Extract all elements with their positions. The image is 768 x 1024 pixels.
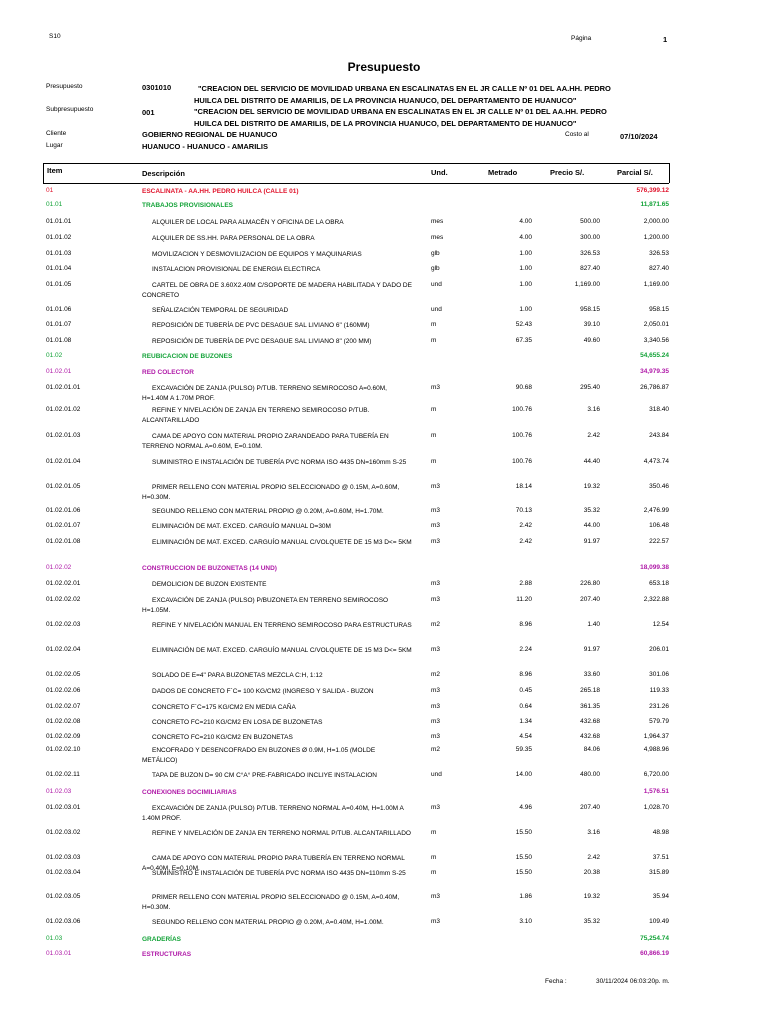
header-top-rule [43,163,669,164]
description-cell: REPOSICIÓN DE TUBERÍA DE PVC DESAGUE SAL LIVIANO 6" (160MM) [152,322,370,329]
description-cell: SEGUNDO RELLENO CON MATERIAL PROPIO @ 0.20M, A=0.40M, H=1.00M. [152,919,384,926]
precio-cell: 19.32 [583,483,600,490]
cliente-label: Cliente [46,130,67,137]
item-cell: 01.02.02.07 [46,703,81,710]
unit-cell: m2 [431,621,441,628]
description-cell: CONCRETO FC=210 KG/CM2 EN BUZONETAS [152,734,293,741]
parcial-cell: 60,866.19 [640,950,669,957]
precio-cell: 827.40 [580,265,600,272]
metrado-cell: 2.88 [519,580,532,587]
costo-label: Costo al [565,131,589,138]
unit-cell: m [431,854,437,861]
item-cell: 01.02 [46,352,63,359]
description-cell: CONCRETO FC=210 KG/CM2 EN LOSA DE BUZONETAS [152,719,323,726]
unit-cell: glb [431,265,440,272]
parcial-cell: 326.53 [649,250,669,257]
unit-cell: mes [431,218,444,225]
precio-cell: 958.15 [580,306,600,313]
cliente-value: GOBIERNO REGIONAL DE HUANUCO [142,130,278,139]
precio-cell: 207.40 [580,596,600,603]
parcial-cell: 34,979.35 [640,368,669,375]
parcial-cell: 3,340.56 [643,337,669,344]
unit-cell: m3 [431,893,441,900]
description-cell: TAPA DE BUZON D= 90 CM C°A° PRE-FABRICADO INCLIYE INSTALACION [152,772,377,779]
metrado-cell: 1.86 [519,893,532,900]
metrado-cell: 70.13 [515,507,532,514]
description-cell: ALQUILER DE SS.HH. PARA PERSONAL DE LA OBRA [152,235,315,242]
unit-cell: m3 [431,483,441,490]
precio-cell: 432.68 [580,718,600,725]
metrado-cell: 52.43 [515,321,532,328]
metrado-cell: 15.50 [515,869,532,876]
metrado-cell: 0.45 [519,687,532,694]
description-cell: SUMINISTRO E INSTALACIÓN DE TUBERÍA PVC NORMA ISO 4435 DN=110mm S-25 [152,870,406,877]
metrado-cell: 100.76 [512,432,532,439]
metrado-cell: 90.68 [515,384,532,391]
item-cell: 01.02.02.05 [46,671,81,678]
unit-cell: glb [431,250,440,257]
precio-cell: 326.53 [580,250,600,257]
description-cell: REFINE Y NIVELACIÓN DE ZANJA EN TERRENO NORMAL P/TUB. ALCANTARILLADO [152,830,411,837]
col-descripcion: Descripción [142,169,185,178]
description-cell: SUMINISTRO E INSTALACIÓN DE TUBERÍA PVC NORMA ISO 4435 DN=160mm S-25 [152,459,407,466]
unit-cell: m3 [431,538,441,545]
parcial-cell: 222.57 [649,538,669,545]
description-cell: PRIMER RELLENO CON MATERIAL PROPIO SELECCIONADO @ 0.15M, A=0.40M, H=0.30M. [142,894,400,911]
presupuesto-description: "CREACION DEL SERVICIO DE MOVILIDAD URBANA EN ESCALINATAS EN EL JR CALLE Nº 01 DEL AA.HH. PEDRO HUILCA DEL DISTRITO DE AMARILIS, DE LA PROVINCIA HUANUCO, DEL DEPARTAMENTO DE HUANUCO" [194,84,611,105]
unit-cell: m [431,321,437,328]
header-bottom-rule [43,183,669,184]
parcial-cell: 576,399.12 [636,187,669,194]
parcial-cell: 106.48 [649,522,669,529]
description-cell: SOLADO DE E=4" PARA BUZONETAS MEZCLA C:H, 1:12 [152,672,323,679]
parcial-cell: 1,576.51 [643,788,669,795]
precio-cell: 226.80 [580,580,600,587]
metrado-cell: 14.00 [515,771,532,778]
precio-cell: 91.97 [583,646,600,653]
item-cell: 01.02.02.09 [46,733,81,740]
unit-cell: m3 [431,703,441,710]
metrado-cell: 4.54 [519,733,532,740]
item-cell: 01.02.02.04 [46,646,81,653]
item-cell: 01.02.02 [46,564,72,571]
lugar-value: HUANUCO - HUANUCO - AMARILIS [142,142,268,151]
item-cell: 01.02.03.02 [46,829,81,836]
metrado-cell: 1.00 [519,306,532,313]
metrado-cell: 0.64 [519,703,532,710]
unit-cell: m [431,337,437,344]
metrado-cell: 15.50 [515,854,532,861]
item-cell: 01.02.03 [46,788,72,795]
precio-cell: 84.06 [583,746,600,753]
item-cell: 01.01.08 [46,337,72,344]
metrado-cell: 3.10 [519,918,532,925]
precio-cell: 500.00 [580,218,600,225]
precio-cell: 44.00 [583,522,600,529]
precio-cell: 44.40 [583,458,600,465]
parcial-cell: 2,476.99 [643,507,669,514]
page-label: Página [571,35,592,42]
precio-cell: 39.10 [583,321,600,328]
unit-cell: m3 [431,596,441,603]
parcial-cell: 26,786.87 [640,384,669,391]
description-cell: EXCAVACIÓN DE ZANJA (PULSO) P/BUZONETA EN TERRENO SEMIROCOSO H=1.05M. [142,597,389,614]
item-cell: 01.01.03 [46,250,72,257]
unit-cell: m2 [431,671,441,678]
unit-cell: m3 [431,687,441,694]
precio-cell: 2.42 [587,432,600,439]
parcial-cell: 12.54 [652,621,669,628]
description-cell: CONEXIONES DOCIMILIARIAS [142,789,237,796]
costo-date: 07/10/2024 [620,132,658,141]
description-cell: SEÑALIZACIÓN TEMPORAL DE SEGURIDAD [152,307,289,314]
precio-cell: 1.40 [587,621,600,628]
metrado-cell: 2.24 [519,646,532,653]
description-cell: ESCALINATA - AA.HH. PEDRO HUILCA (CALLE 01) [142,188,299,195]
precio-cell: 91.97 [583,538,600,545]
parcial-cell: 48.98 [652,829,669,836]
parcial-cell: 301.06 [649,671,669,678]
col-item: Item [47,166,63,175]
metrado-cell: 4.96 [519,804,532,811]
metrado-cell: 4.00 [519,218,532,225]
metrado-cell: 1.34 [519,718,532,725]
parcial-cell: 4,988.96 [643,746,669,753]
parcial-cell: 350.46 [649,483,669,490]
parcial-cell: 18,099.38 [640,564,669,571]
unit-cell: m3 [431,507,441,514]
item-cell: 01.02.01.07 [46,522,81,529]
unit-cell: und [431,771,442,778]
item-cell: 01.01 [46,201,63,208]
precio-cell: 265.18 [580,687,600,694]
parcial-cell: 75,254.74 [640,935,669,942]
metrado-cell: 67.35 [515,337,532,344]
item-cell: 01.01.06 [46,306,72,313]
precio-cell: 19.32 [583,893,600,900]
parcial-cell: 6,720.00 [643,771,669,778]
item-cell: 01.02.01.08 [46,538,81,545]
item-cell: 01.02.03.03 [46,854,81,861]
item-cell: 01.02.03.01 [46,804,81,811]
parcial-cell: 37.51 [652,854,669,861]
metrado-cell: 11.20 [516,596,532,603]
description-cell: CONSTRUCCION DE BUZONETAS (14 UND) [142,565,277,572]
description-cell: DADOS DE CONCRETO F´C= 100 KG/CM2 (INGRESO Y SALIDA - BUZON [152,688,374,695]
metrado-cell: 1.00 [519,281,532,288]
lugar-label: Lugar [46,142,63,149]
item-cell: 01.02.01.01 [46,384,81,391]
metrado-cell: 18.14 [515,483,532,490]
unit-cell: und [431,281,442,288]
description-cell: EXCAVACIÓN DE ZANJA (PULSO) P/TUB. TERRENO SEMIROCOSO A=0.60M, H=1.40M A 1.70M PROF. [142,385,387,402]
parcial-cell: 243.84 [649,432,669,439]
item-cell: 01.01.02 [46,234,72,241]
parcial-cell: 315.89 [649,869,669,876]
precio-cell: 361.35 [580,703,600,710]
metrado-cell: 4.00 [519,234,532,241]
item-cell: 01.02.02.10 [46,746,81,753]
parcial-cell: 1,028.70 [643,804,669,811]
col-parcial: Parcial S/. [617,168,653,177]
metrado-cell: 2.42 [519,522,532,529]
parcial-cell: 109.49 [649,918,669,925]
description-cell: GRADERÍAS [142,936,182,943]
parcial-cell: 231.26 [649,703,669,710]
description-cell: REPOSICIÓN DE TUBERÍA DE PVC DESAGUE SAL LIVIANO 8" (200 MM) [152,338,372,345]
precio-cell: 35.32 [583,507,600,514]
item-cell: 01.02.01 [46,368,72,375]
precio-cell: 33.60 [583,671,600,678]
item-cell: 01.02.02.01 [46,580,81,587]
description-cell: CONCRETO F´C=175 KG/CM2 EN MEDIA CAÑA [152,704,296,711]
metrado-cell: 8.96 [519,671,532,678]
description-cell: CAMA DE APOYO CON MATERIAL PROPIO ZARANDEADO PARA TUBERÍA EN TERRENO NORMAL A=0.60M, E=0.10M. [142,433,389,450]
unit-cell: m3 [431,918,441,925]
metrado-cell: 1.00 [519,265,532,272]
header-right-border [669,163,670,183]
item-cell: 01.02.02.06 [46,687,81,694]
precio-cell: 20.38 [583,869,600,876]
precio-cell: 1,169.00 [574,281,600,288]
description-cell: TRABAJOS PROVISIONALES [142,202,234,209]
item-cell: 01.01.01 [46,218,72,225]
item-cell: 01.02.01.06 [46,507,81,514]
unit-cell: und [431,306,442,313]
metrado-cell: 1.00 [519,250,532,257]
item-cell: 01.02.03.06 [46,918,81,925]
description-cell: CARTEL DE OBRA DE 3.60X2.40M C/SOPORTE DE MADERA HABILITADA Y DADO DE CONCRETO [142,282,412,299]
unit-cell: m3 [431,646,441,653]
unit-cell: m [431,432,437,439]
precio-cell: 480.00 [580,771,600,778]
item-cell: 01.02.01.02 [46,406,81,413]
item-cell: 01.02.02.02 [46,596,81,603]
header-left-border [43,163,44,183]
parcial-cell: 958.15 [649,306,669,313]
description-cell: RED COLECTOR [142,369,194,376]
metrado-cell: 100.76 [512,458,532,465]
description-cell: SEGUNDO RELLENO CON MATERIAL PROPIO @ 0.20M, A=0.60M, H=1.70M. [152,508,384,515]
description-cell: REUBICACION DE BUZONES [142,353,233,360]
precio-cell: 3.16 [587,406,600,413]
precio-cell: 207.40 [580,804,600,811]
description-cell: REFINE Y NIVELACIÓN DE ZANJA EN TERRENO SEMIROCOSO P/TUB. ALCANTARILLADO [142,407,370,424]
parcial-cell: 119.33 [649,687,669,694]
parcial-cell: 4,473.74 [643,458,669,465]
item-cell: 01.02.01.03 [46,432,81,439]
unit-cell: m [431,869,437,876]
unit-cell: m3 [431,384,441,391]
parcial-cell: 1,964.37 [643,733,669,740]
page-number: 1 [663,35,668,44]
precio-cell: 432.68 [580,733,600,740]
description-cell: ELIMINACIÓN DE MAT. EXCED. CARGUÍO MANUAL D=30M [152,523,331,530]
precio-cell: 3.16 [587,829,600,836]
description-cell: PRIMER RELLENO CON MATERIAL PROPIO SELECCIONADO @ 0.15M, A=0.60M, H=0.30M. [142,484,400,501]
metrado-cell: 8.96 [519,621,532,628]
description-cell: INSTALACION PROVISIONAL DE ENERGIA ELECTIRCA [152,266,321,273]
unit-cell: m2 [431,746,441,753]
parcial-cell: 54,655.24 [640,352,669,359]
item-cell: 01.02.03.04 [46,869,81,876]
precio-cell: 300.00 [580,234,600,241]
presupuesto-label: Presupuesto [46,83,83,90]
description-cell: DEMOLICION DE BUZON EXISTENTE [152,581,267,588]
parcial-cell: 1,200.00 [643,234,669,241]
parcial-cell: 653.18 [649,580,669,587]
description-cell: MOVILIZACION Y DESMOVILIZACION DE EQUIPOS Y MAQUINARIAS [152,251,362,258]
unit-cell: mes [431,234,444,241]
item-cell: 01.02.01.04 [46,458,81,465]
description-cell: EXCAVACIÓN DE ZANJA (PULSO) P/TUB. TERRENO NORMAL A=0.40M, H=1.00M A 1.40M PROF. [142,805,404,822]
description-cell: REFINE Y NIVELACIÓN MANUAL EN TERRENO SEMIROCOSO PARA ESTRUCTURAS [152,622,412,629]
item-cell: 01 [46,187,54,194]
parcial-cell: 2,322.88 [643,596,669,603]
metrado-cell: 2.42 [519,538,532,545]
precio-cell: 35.32 [583,918,600,925]
description-cell: ELIMINACIÓN DE MAT. EXCED. CARGUÍO MANUAL C/VOLQUETE DE 15 M3 D<= 5KM [152,539,412,546]
precio-cell: 49.60 [583,337,600,344]
parcial-cell: 2,050.01 [643,321,669,328]
page-title: Presupuesto [347,60,421,74]
precio-cell: 295.40 [580,384,600,391]
item-cell: 01.02.02.11 [46,771,80,778]
unit-cell: m3 [431,804,441,811]
unit-cell: m [431,406,437,413]
subpresupuesto-description: "CREACION DEL SERVICIO DE MOVILIDAD URBANA EN ESCALINATAS EN EL JR CALLE Nº 01 DEL AA.HH. PEDRO HUILCA DEL DISTRITO DE AMARILIS, DE LA PROVINCIA HUANUCO, DEL DEPARTAMENTO DE HUANUCO" [194,107,607,128]
unit-cell: m [431,829,437,836]
subpresupuesto-label: Subpresupuesto [46,106,94,113]
description-cell: ELIMINACIÓN DE MAT. EXCED. CARGUÍO MANUAL C/VOLQUETE DE 15 M3 D<= 5KM [152,647,412,654]
col-precio: Precio S/. [550,168,585,177]
parcial-cell: 11,871.65 [640,201,669,208]
item-cell: 01.01.05 [46,281,72,288]
item-cell: 01.02.02.08 [46,718,81,725]
parcial-cell: 2,000.00 [643,218,669,225]
col-und: Und. [431,168,448,177]
fecha-value: 30/11/2024 06:03:20p. m. [596,978,670,985]
fecha-label: Fecha : [545,978,567,985]
parcial-cell: 318.40 [649,406,669,413]
item-cell: 01.03.01 [46,950,72,957]
metrado-cell: 100.76 [512,406,532,413]
item-cell: 01.01.07 [46,321,72,328]
metrado-cell: 15.50 [515,829,532,836]
item-cell: 01.02.02.03 [46,621,81,628]
description-cell: ESTRUCTURAS [142,951,192,958]
unit-cell: m3 [431,522,441,529]
description-cell: CAMA DE APOYO CON MATERIAL PROPIO PARA TUBERÍA EN TERRENO NORMAL A=0.40M, E=0.10M. [142,855,405,872]
parcial-cell: 206.01 [649,646,669,653]
parcial-cell: 827.40 [649,265,669,272]
presupuesto-code: 0301010 [142,83,172,92]
subpresupuesto-code: 001 [142,108,155,117]
description-cell: ENCOFRADO Y DESENCOFRADO EN BUZONES Ø 0.9M, H=1.05 (MOLDE METÁLICO) [142,747,376,764]
item-cell: 01.02.03.05 [46,893,81,900]
col-metrado: Metrado [488,168,518,177]
parcial-cell: 35.94 [652,893,669,900]
precio-cell: 2.42 [587,854,600,861]
item-cell: 01.01.04 [46,265,72,272]
parcial-cell: 1,169.00 [643,281,669,288]
unit-cell: m3 [431,718,441,725]
unit-cell: m [431,458,437,465]
unit-cell: m3 [431,733,441,740]
description-cell: ALQUILER DE LOCAL PARA ALMACÉN Y OFICINA DE LA OBRA [152,219,344,226]
report-code: S10 [49,33,61,40]
item-cell: 01.02.01.05 [46,483,81,490]
parcial-cell: 579.79 [649,718,669,725]
item-cell: 01.03 [46,935,63,942]
unit-cell: m3 [431,580,441,587]
metrado-cell: 59.35 [515,746,532,753]
